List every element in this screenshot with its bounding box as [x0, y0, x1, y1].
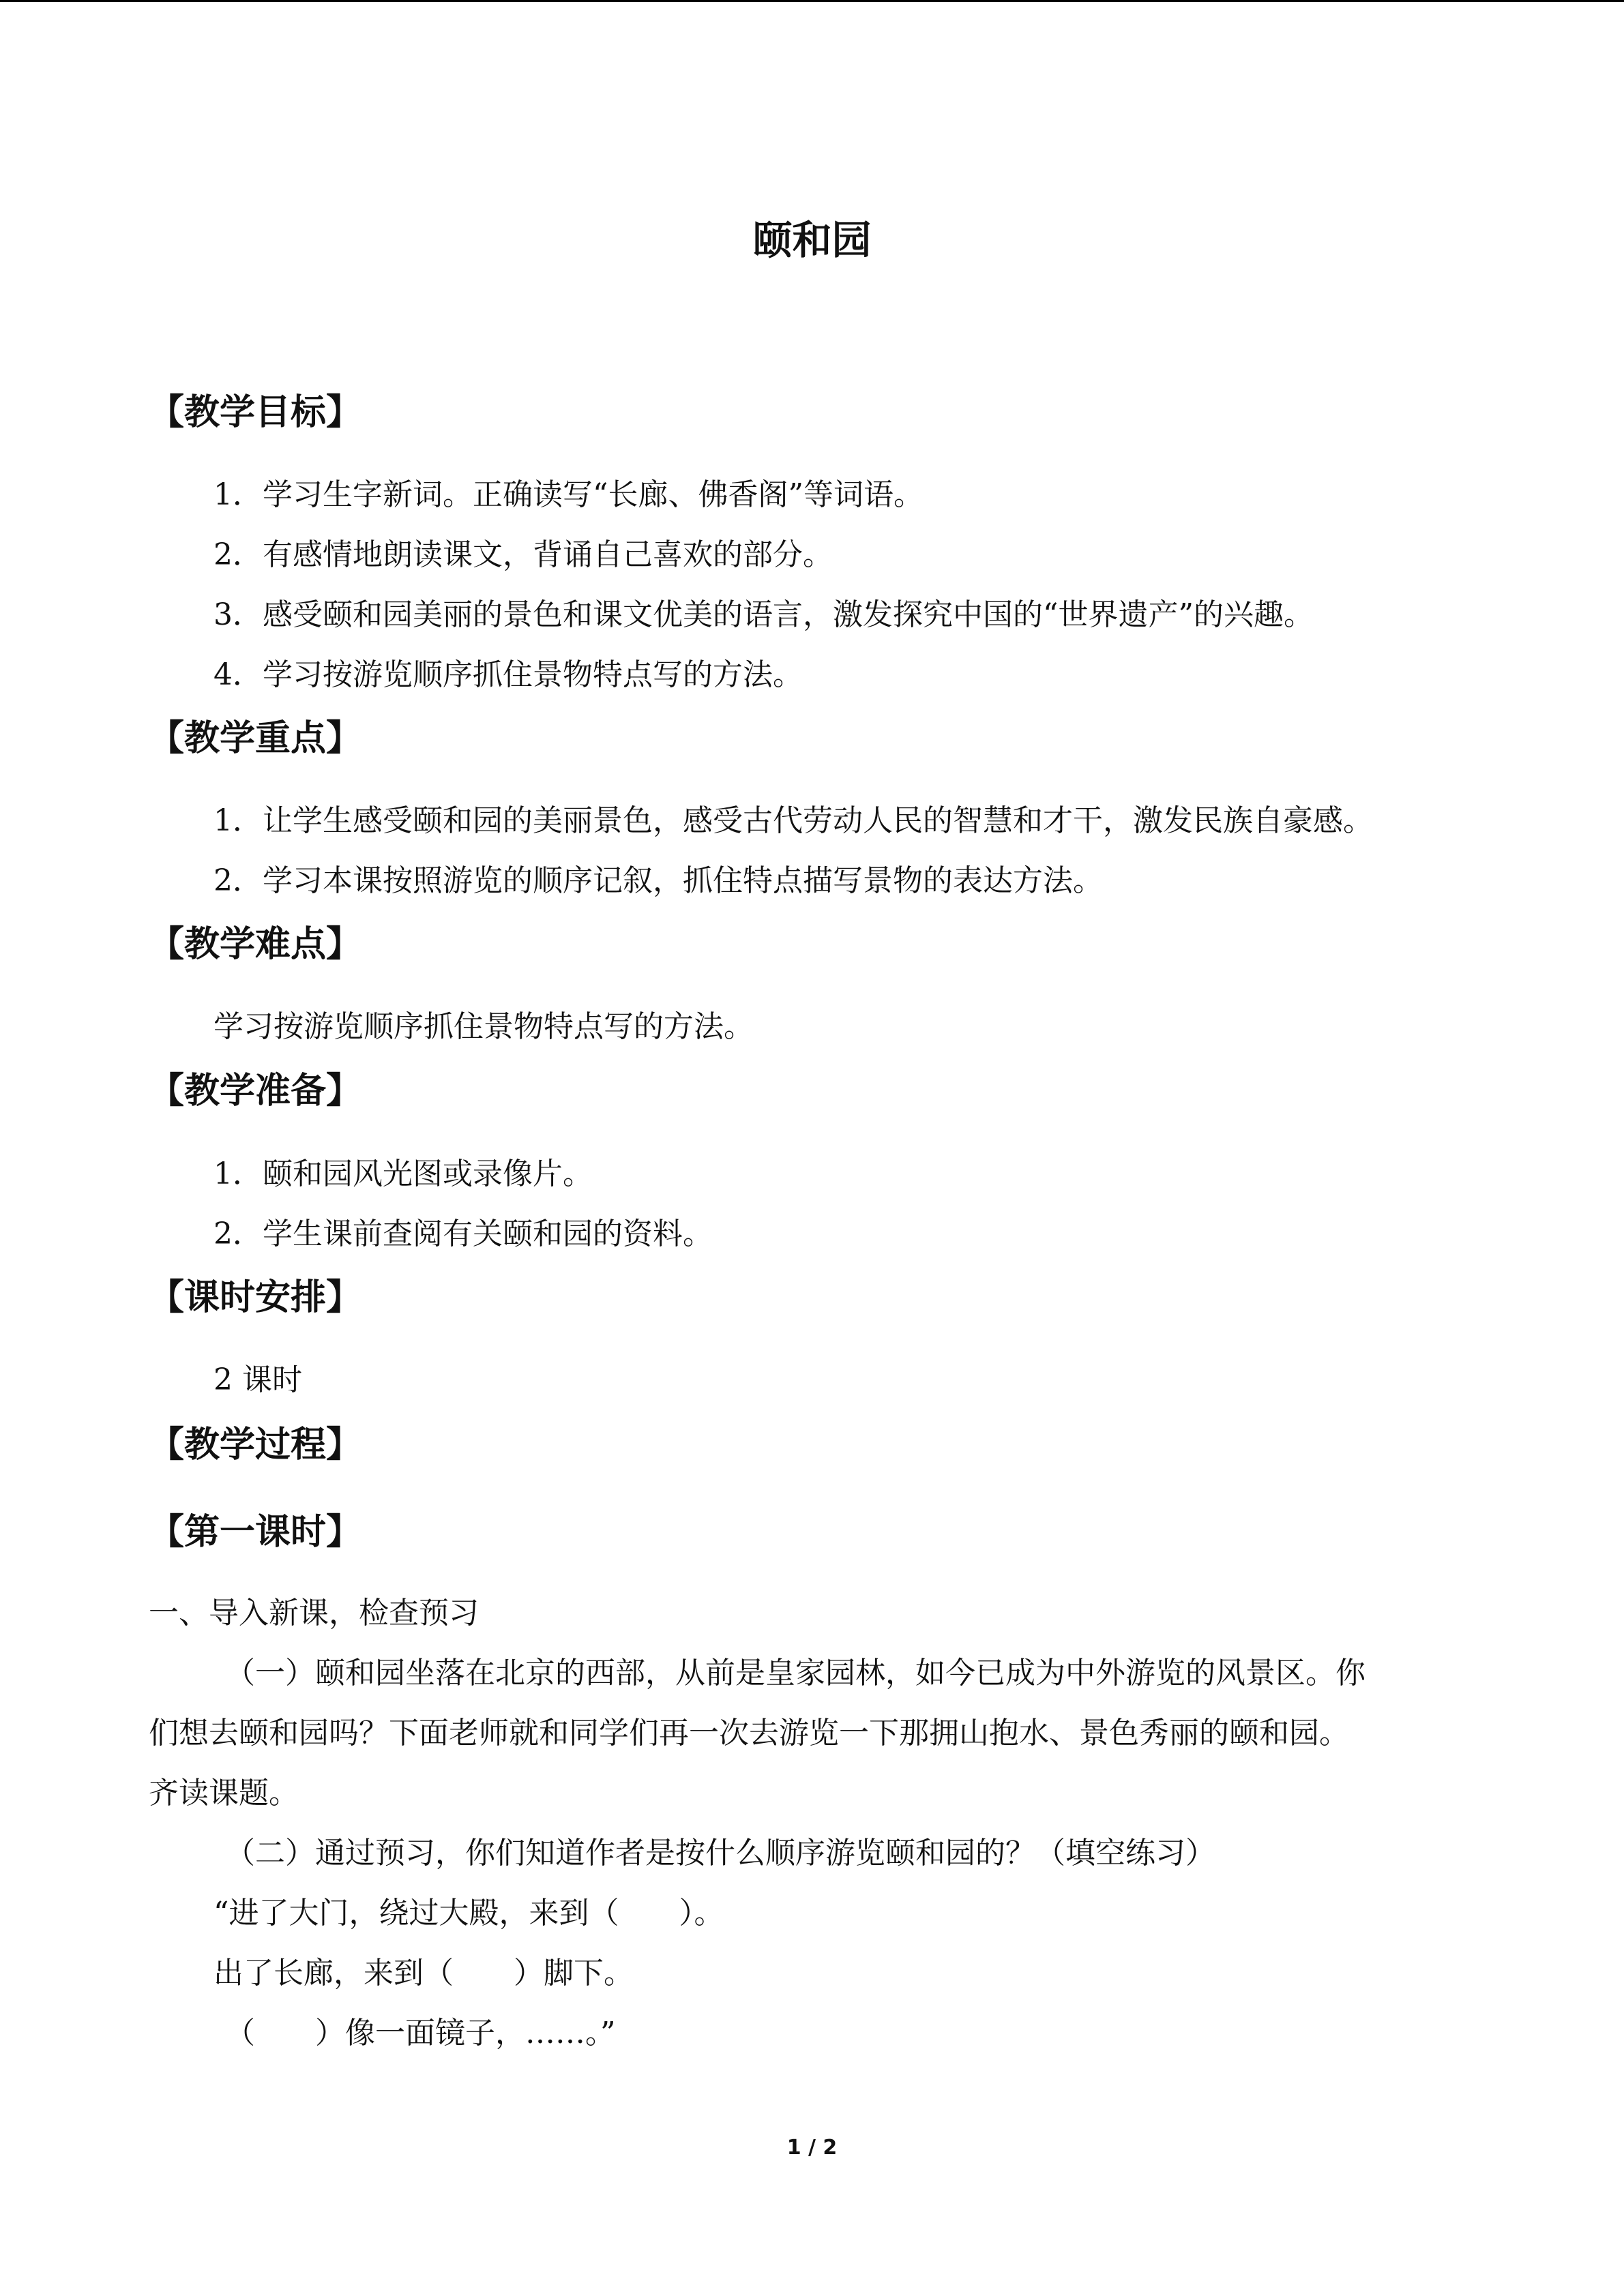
- goal-item-3: 3．感受颐和园美丽的景色和课文优美的语言，激发探究中国的“世界遗产”的兴趣。: [213, 597, 1314, 632]
- part1-title: 一、导入新课，检查预习: [149, 1596, 479, 1630]
- para1-line-3: 齐读课题。: [149, 1776, 299, 1810]
- para1-line-2: 们想去颐和园吗？下面老师就和同学们再一次去游览一下那拥山抱水、景色秀丽的颐和园。: [149, 1716, 1349, 1750]
- heading-process: 【教学过程】: [149, 1425, 362, 1465]
- schedule-text: 2 课时: [213, 1362, 302, 1397]
- fill-line-2: 出了长廊，来到（ ）脚下。: [213, 1956, 634, 1991]
- heading-key-points: 【教学重点】: [149, 718, 362, 759]
- fill-line-1: “进了大门，绕过大殿，来到（ ）。: [213, 1896, 724, 1930]
- heading-teaching-goals: 【教学目标】: [149, 392, 362, 433]
- goal-item-1: 1．学习生字新词。正确读写“长廊、佛香阁”等词语。: [213, 477, 924, 512]
- goal-item-2: 2．有感情地朗读课文，背诵自己喜欢的部分。: [213, 537, 833, 572]
- key-point-item-1: 1．让学生感受颐和园的美丽景色，感受古代劳动人民的智慧和才干，激发民族自豪感。: [213, 803, 1373, 838]
- document-title: 颐和园: [752, 217, 872, 263]
- para1-line-1: （一）颐和园坐落在北京的西部，从前是皇家园林，如今已成为中外游览的风景区。你: [225, 1656, 1365, 1690]
- heading-preparation: 【教学准备】: [149, 1071, 362, 1112]
- heading-schedule: 【课时安排】: [149, 1277, 362, 1318]
- page-number: 1 / 2: [786, 2136, 838, 2160]
- fill-line-3: （ ）像一面镜子，……。”: [225, 2016, 616, 2051]
- para2-text: （二）通过预习，你们知道作者是按什么顺序游览颐和园的？（填空练习）: [225, 1836, 1215, 1870]
- key-point-item-2: 2．学习本课按照游览的顺序记叙，抓住特点描写景物的表达方法。: [213, 863, 1103, 898]
- heading-first-lesson: 【第一课时】: [149, 1512, 362, 1553]
- goal-item-4: 4．学习按游览顺序抓住景物特点写的方法。: [213, 657, 803, 692]
- heading-difficulties: 【教学难点】: [149, 924, 362, 965]
- preparation-item-2: 2．学生课前查阅有关颐和园的资料。: [213, 1217, 713, 1251]
- preparation-item-1: 1．颐和园风光图或录像片。: [213, 1157, 593, 1191]
- difficulties-text: 学习按游览顺序抓住景物特点写的方法。: [213, 1009, 754, 1044]
